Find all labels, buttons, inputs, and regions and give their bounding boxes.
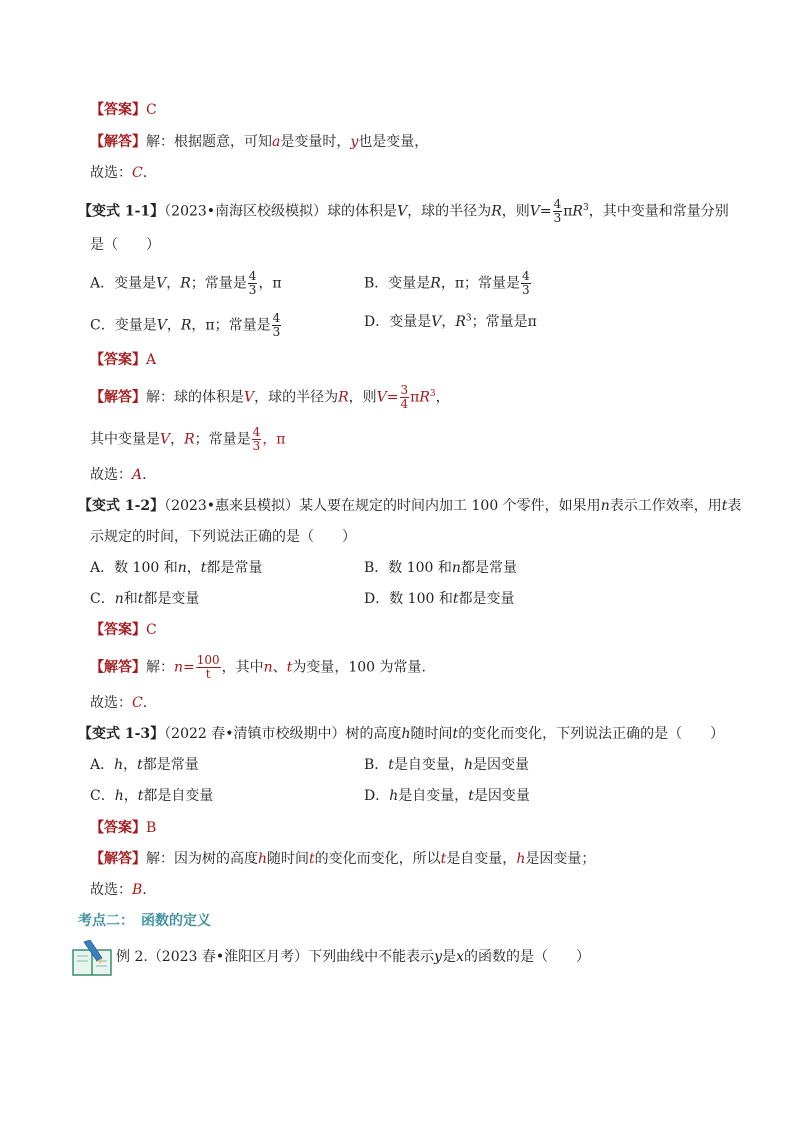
option-1-1-a: A．变量是V，R；常量是 $\frac{4}{3}$ ，π xyxy=(90,269,282,297)
answer-line-1-3: 【答案】B xyxy=(90,820,157,836)
solution-line-1-2: 【解答】解：n= $\frac{100}{t}$ ，其中n、t为变量，100 为常量. xyxy=(90,653,426,681)
fraction-100-t: $\frac{100}{t}$ xyxy=(196,653,220,681)
choose-line-1-2: 故选：C. xyxy=(90,695,148,711)
question-1-2-stem: 【变式 1-2】（2023•惠来县模拟）某人要在规定的时间内加工 100 个零件，如果用n表示工作效率，用t表 xyxy=(78,498,742,514)
option-1-1-c: C．变量是V，R，π；常量是 $\frac{4}{3}$ xyxy=(90,311,281,339)
choose-line-1-3: 故选：B. xyxy=(90,882,147,898)
choose-line-0: 故选：C. xyxy=(90,165,148,181)
option-1-3-d: D．h是自变量，t是因变量 xyxy=(364,788,530,804)
solution-line-1-1: 【解答】解：球的体积是V，球的半径为R，则V= $\frac{3}{4}$ $\pi R^3$， xyxy=(90,383,450,411)
option-1-3-c: C．h，t都是自变量 xyxy=(90,788,214,804)
fraction-4-3: $\frac{4}{3}$ xyxy=(553,197,562,225)
book-pencil-icon xyxy=(72,940,112,976)
solution-line-0: 【解答】解：根据题意，可知a是变量时，y也是变量， xyxy=(90,134,429,150)
option-1-2-d: D．数 100 和t都是变量 xyxy=(364,591,515,607)
answer-line-0: 【答案】C xyxy=(90,102,157,118)
fraction-3-4: $\frac{3}{4}$ xyxy=(400,383,409,411)
fraction-4-3: $\frac{4}{3}$ xyxy=(248,269,257,297)
section-title: 考点二： 函数的定义 xyxy=(78,913,211,929)
question-1-2-stem-cont: 示规定的时间，下列说法正确的是（ ） xyxy=(90,529,356,545)
question-1-1-stem-cont: 是（ ） xyxy=(90,237,160,253)
option-1-3-b: B．t是自变量，h是因变量 xyxy=(364,757,529,773)
question-1-3-stem: 【变式 1-3】（2022 春•清镇市校级期中）树的高度h随时间t的变化而变化，下列说法正确的是（ ） xyxy=(78,726,725,742)
solution-line-1-3: 【解答】解：因为树的高度h随时间t的变化而变化，所以t是自变量，h是因变量； xyxy=(90,851,596,867)
option-1-2-a: A．数 100 和n，t都是常量 xyxy=(90,560,263,576)
fraction-4-3: $\frac{4}{3}$ xyxy=(272,311,281,339)
option-1-1-d: D．变量是V，$R^3$；常量是π xyxy=(364,313,537,330)
example-2-stem: 例 2.（2023 春•淮阳区月考）下列曲线中不能表示y是x的函数的是（ ） xyxy=(116,949,590,965)
choose-line-1-1: 故选：A. xyxy=(90,467,147,483)
option-1-3-a: A．h，t都是常量 xyxy=(90,757,199,773)
option-1-1-b: B．变量是R，π；常量是 $\frac{4}{3}$ xyxy=(364,269,530,297)
question-1-1-stem: 【变式 1-1】（2023•南海区校级模拟）球的体积是V，球的半径为R，则V= $\frac{4}{3}$ $\pi R^3$，其中变量和常量分别 xyxy=(78,197,729,225)
answer-line-1-1: 【答案】A xyxy=(90,352,157,368)
fraction-4-3: $\frac{4}{3}$ xyxy=(252,425,261,453)
answer-line-1-2: 【答案】C xyxy=(90,622,157,638)
fraction-4-3: $\frac{4}{3}$ xyxy=(522,269,530,297)
option-1-2-c: C．n和t都是变量 xyxy=(90,591,200,607)
option-1-2-b: B．数 100 和n都是常量 xyxy=(364,560,517,576)
solution-line-1-1-b: 其中变量是V，R；常量是 $\frac{4}{3}$ ，π xyxy=(90,425,286,453)
